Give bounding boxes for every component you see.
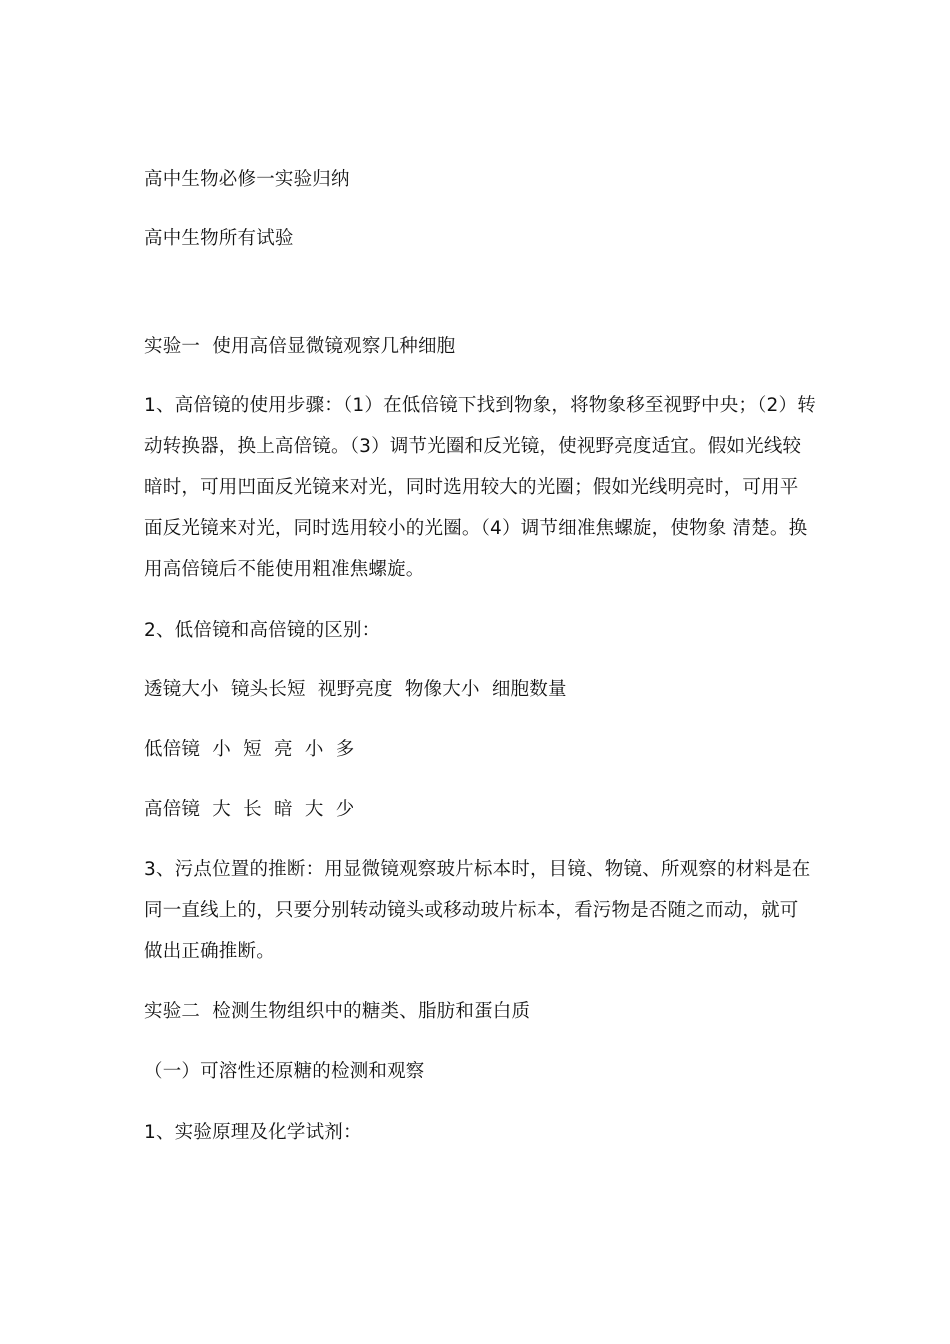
experiment2-heading: 实验二 检测生物组织中的糖类、脂肪和蛋白质	[144, 1001, 531, 1022]
experiment1-item3-paragraph: 3、污点位置的推断：用显微镜观察玻片标本时，目镜、物镜、所观察的材料是在同一直线上的，只要分别转动镜头或移动玻片标本，看污物是否随之而动，就可做出正确推断。	[144, 859, 811, 962]
experiment1-item2: 2、低倍镜和高倍镜的区别：	[144, 620, 381, 641]
experiment1-heading: 实验一 使用高倍显微镜观察几种细胞	[144, 336, 456, 357]
comparison-table-header: 透镜大小 镜头长短 视野亮度 物像大小 细胞数量	[144, 679, 567, 700]
experiment2-item1: 1、实验原理及化学试剂：	[144, 1122, 362, 1143]
experiment1-item1-paragraph: 1、高倍镜的使用步骤：（1）在低倍镜下找到物象，将物象移至视野中央；（2）转动转换器，换上高倍镜。（3）调节光圈和反光镜，使视野亮度适宜。假如光线较暗时，可用凹面反光镜来对光，同时选用较大的光圈；假如光线明亮时，可用平面反光镜来对光，同时选用较小的光圈。（4）调节细准焦螺旋，使物象 清楚。换用高倍镜后不能使用粗准焦螺旋。	[144, 395, 816, 580]
comparison-row-high-power: 高倍镜 大 长 暗 大 少	[144, 799, 355, 820]
document-subtitle: 高中生物所有试验	[144, 228, 294, 249]
document-title: 高中生物必修一实验归纳	[144, 169, 350, 190]
experiment2-section1-heading: （一）可溶性还原糖的检测和观察	[144, 1061, 425, 1082]
comparison-row-low-power: 低倍镜 小 短 亮 小 多	[144, 739, 355, 760]
